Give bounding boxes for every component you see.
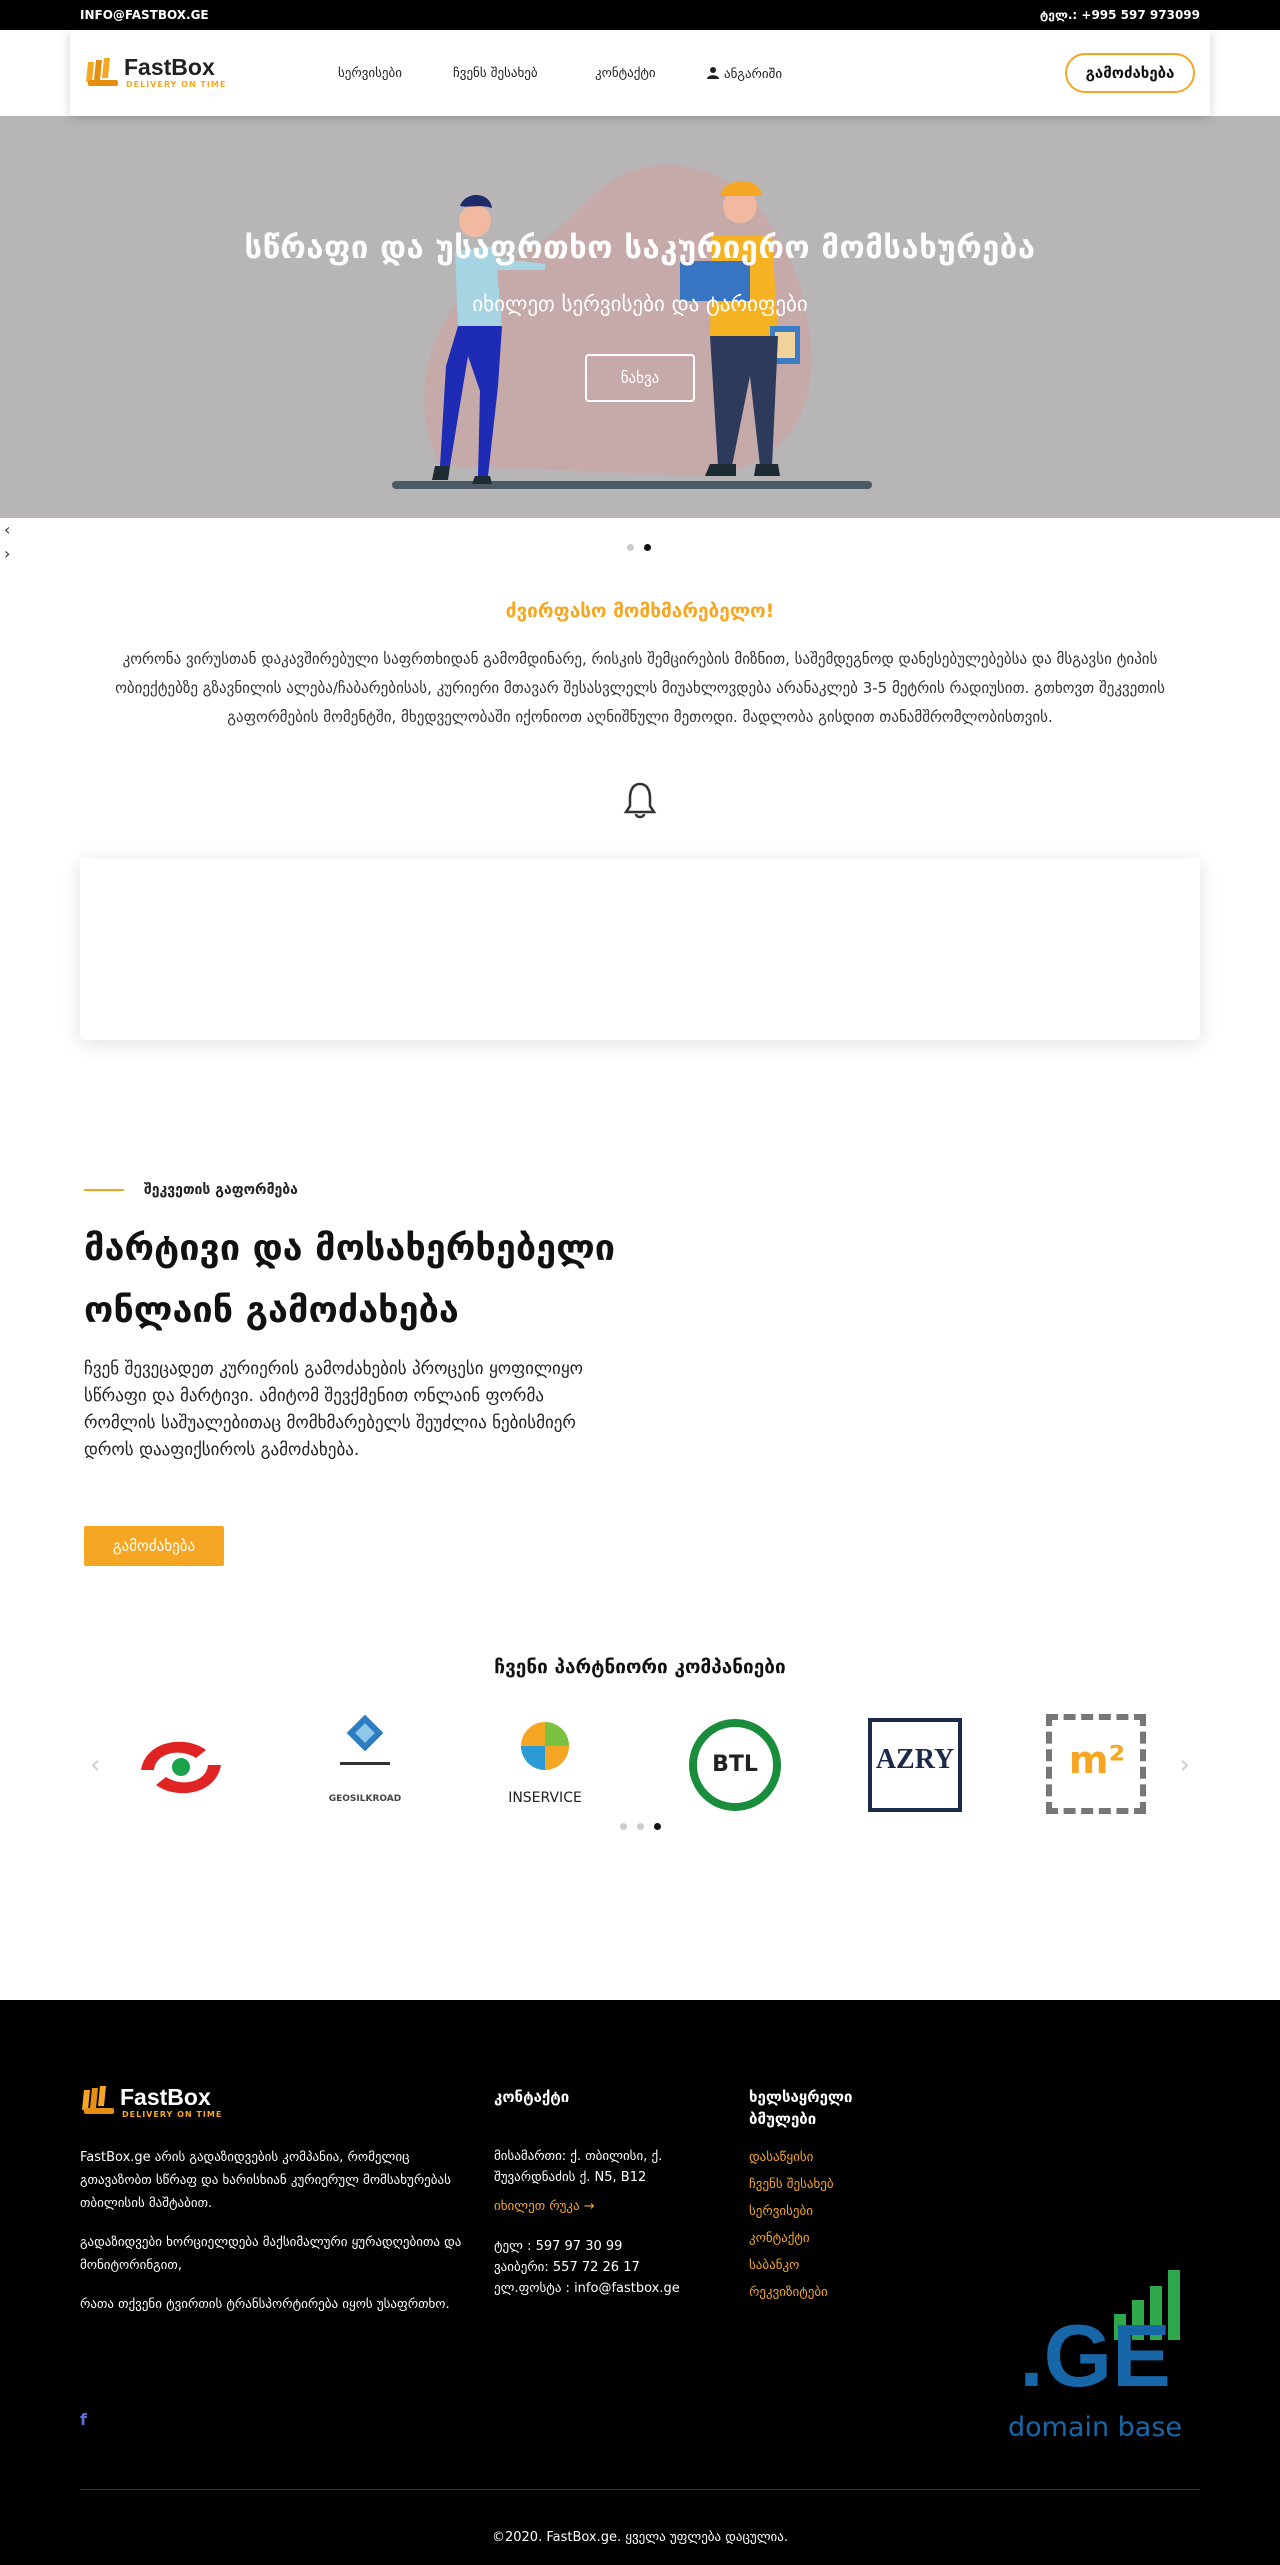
footer-link-home[interactable]: დასაწყისი [749, 2150, 814, 2165]
online-order-button[interactable]: გამოძახება [84, 1526, 224, 1566]
content-card [80, 858, 1200, 1040]
partner-logo-inservice[interactable] [490, 1710, 600, 1820]
notice-title: ძვირფასო მომხმარებელო! [505, 600, 775, 622]
partners-title: ჩვენი პარტნიორი კომპანიები [494, 1656, 786, 1678]
footer-about-1: FastBox.ge არის გადაზიდვების კომპანია, რომელიც გთავაზობთ სწრაფ და ხარისხიან კურიერულ მომსახურებას თბილისის მაშტაბით. [80, 2150, 451, 2211]
nav-account-label: ანგარიში [724, 67, 783, 82]
footer [0, 2000, 1280, 2565]
hero-slider [0, 116, 1280, 518]
site-logo[interactable] [84, 54, 234, 94]
footer-about [80, 2146, 470, 2332]
hero-slider-dots [627, 544, 651, 551]
geosilkroad-label: GEOSILKROAD [328, 1794, 402, 1804]
footer-about-2: გადაზიდვები ხორციელდება მაქსიმალური ყურადღებითა და მონიტორინგით, [80, 2235, 462, 2273]
bell-icon [622, 780, 658, 820]
footer-links [749, 2144, 834, 2306]
geosilkroad-emblem [310, 1710, 420, 1790]
partners-dot-1[interactable] [620, 1823, 627, 1830]
m2-label: m² [1068, 1738, 1126, 1782]
domain-badge-subtext: domain base [1007, 2412, 1183, 2443]
notice-text: კორონა ვირუსთან დაკავშირებული საფრთხიდან გამომდინარე, რისკის შემცირების მიზნით, საშემდეგნოდ დანესებულებებსა და მსგავსი ტიპის ობიექტებზე გზავნილის ალება/ჩაბარებისას, კურიერი მთავარ შესასვლელს მიუახლოვდება არანაკლებ 3-5 მეტრის რადიუსით. გთხოვთ შეკვეთის გაფორმების მომენტში, მხედველობაში იქონიოთ აღნიშნული მეთოდი. მადლობა გისდით თანამშრომლობისთვის. [115, 650, 1165, 726]
partners-dot-2[interactable] [637, 1823, 644, 1830]
partner-logo-azry[interactable] [860, 1710, 970, 1820]
hero-view-button[interactable]: ნახვა [585, 354, 695, 402]
partners-dots [620, 1823, 661, 1830]
partner-logo-geosilkroad[interactable] [310, 1710, 420, 1820]
inservice-emblem [490, 1710, 600, 1786]
top-bar [0, 0, 1280, 30]
hero-title: სწრაფი და უსაფრთხო საკურიერო მომსახურება [244, 230, 1036, 266]
order-courier-button[interactable]: გამოძახება [1065, 53, 1195, 93]
nav-contact[interactable] [595, 66, 656, 81]
hero-dot-1[interactable] [627, 544, 634, 551]
box-hands-icon [80, 2086, 118, 2116]
main-navbar [70, 30, 1210, 116]
footer-phones [494, 2236, 714, 2299]
footer-address: მისამართი: ქ. თბილისი, ქ. შუვარდნაძის ქ. N5, B12 [494, 2149, 663, 2185]
footer-logo[interactable] [80, 2082, 240, 2122]
online-order-eyebrow [84, 1182, 298, 1198]
partners-dot-3[interactable] [654, 1823, 661, 1830]
nav-contact-label: კონტაქტი [595, 66, 656, 81]
user-icon [706, 66, 720, 80]
footer-about-3: რათა თქვენი ტვირთის ტრანსპორტირება იყოს უსაფრთხო. [80, 2297, 450, 2312]
partners-next-arrow[interactable]: › [1179, 1750, 1190, 1780]
azry-label: AZRY [875, 1744, 955, 1775]
nav-about[interactable]: ჩვენს შესახებ [453, 66, 538, 81]
footer-link-requisites[interactable]: რეკვიზიტები [749, 2285, 828, 2300]
domain-base-badge[interactable] [990, 2270, 1200, 2450]
footer-link-contact[interactable]: კონტაქტი [749, 2231, 810, 2246]
logo-brand-name: FastBox [124, 54, 215, 80]
nav-account[interactable] [706, 66, 782, 82]
footer-brand-name: FastBox [120, 2084, 211, 2110]
partner-logo-btl[interactable] [680, 1710, 790, 1820]
partners-carousel [90, 1700, 1190, 1830]
logo-tagline: DELIVERY ON TIME [126, 80, 227, 89]
hero-illustration [380, 136, 900, 516]
footer-links-title: ხელსაყრელი ბმულები [749, 2088, 853, 2128]
btl-label: BTL [712, 1752, 758, 1777]
online-order-text: ჩვენ შევეცადეთ კურიერის გამოძახების პროცესი ყოფილიყო სწრაფი და მარტივი. ამიტომ შევქმენით ონლაინ ფორმა რომლის საშუალებითაც მომხმარებელს შეუძლია ნებისმიერ დროს დააფიქსიროს გამოძახება. [84, 1359, 584, 1460]
footer-link-services[interactable]: სერვისები [749, 2204, 813, 2219]
top-bar-email[interactable]: INFO@FASTBOX.GE [80, 8, 209, 22]
footer-email[interactable]: ელ.ფოსტა : info@fastbox.ge [494, 2281, 680, 2296]
footer-divider [80, 2489, 1200, 2490]
footer-tagline: DELIVERY ON TIME [122, 2110, 223, 2119]
online-order-eyebrow-label: შეკვეთის გაფორმება [144, 1182, 298, 1198]
nav-services[interactable]: სერვისები [338, 66, 402, 81]
partner-logo-m2[interactable] [1042, 1710, 1152, 1820]
inservice-label: INSERVICE [508, 1790, 582, 1806]
footer-link-about[interactable]: ჩვენს შესახებ [749, 2177, 834, 2192]
facebook-icon[interactable]: f [80, 2410, 87, 2429]
footer-contacts-title: კონტაქტი [494, 2088, 570, 2106]
footer-viber[interactable]: ვაიბერი: 557 72 26 17 [494, 2260, 640, 2275]
footer-map-link[interactable]: იხილეთ რუკა → [494, 2199, 595, 2214]
box-hands-icon [84, 58, 122, 88]
footer-phone[interactable]: ტელ : 597 97 30 99 [494, 2239, 623, 2254]
footer-link-banking[interactable]: საბანკო [749, 2258, 800, 2273]
domain-badge-text: .GE [1019, 2306, 1171, 2405]
eyebrow-line [84, 1189, 124, 1191]
hero-next-arrow[interactable]: › [4, 544, 11, 563]
hero-prev-arrow[interactable]: ‹ [4, 520, 11, 539]
hero-dot-2[interactable] [644, 544, 651, 551]
footer-contacts [494, 2146, 714, 2217]
copyright: ©2020. FastBox.ge. ყველა უფლება დაცულია. [491, 2530, 789, 2545]
partner-logo-red-arrows[interactable] [126, 1710, 236, 1820]
top-bar-phone[interactable]: ტელ.: +995 597 973099 [1039, 8, 1200, 22]
online-order-heading: მარტივი და მოსახერხებელი ონლაინ გამოძახება [84, 1228, 616, 1331]
hero-subtitle: იხილეთ სერვისები და ტარიფები [472, 292, 808, 316]
partners-prev-arrow[interactable]: ‹ [90, 1750, 101, 1780]
